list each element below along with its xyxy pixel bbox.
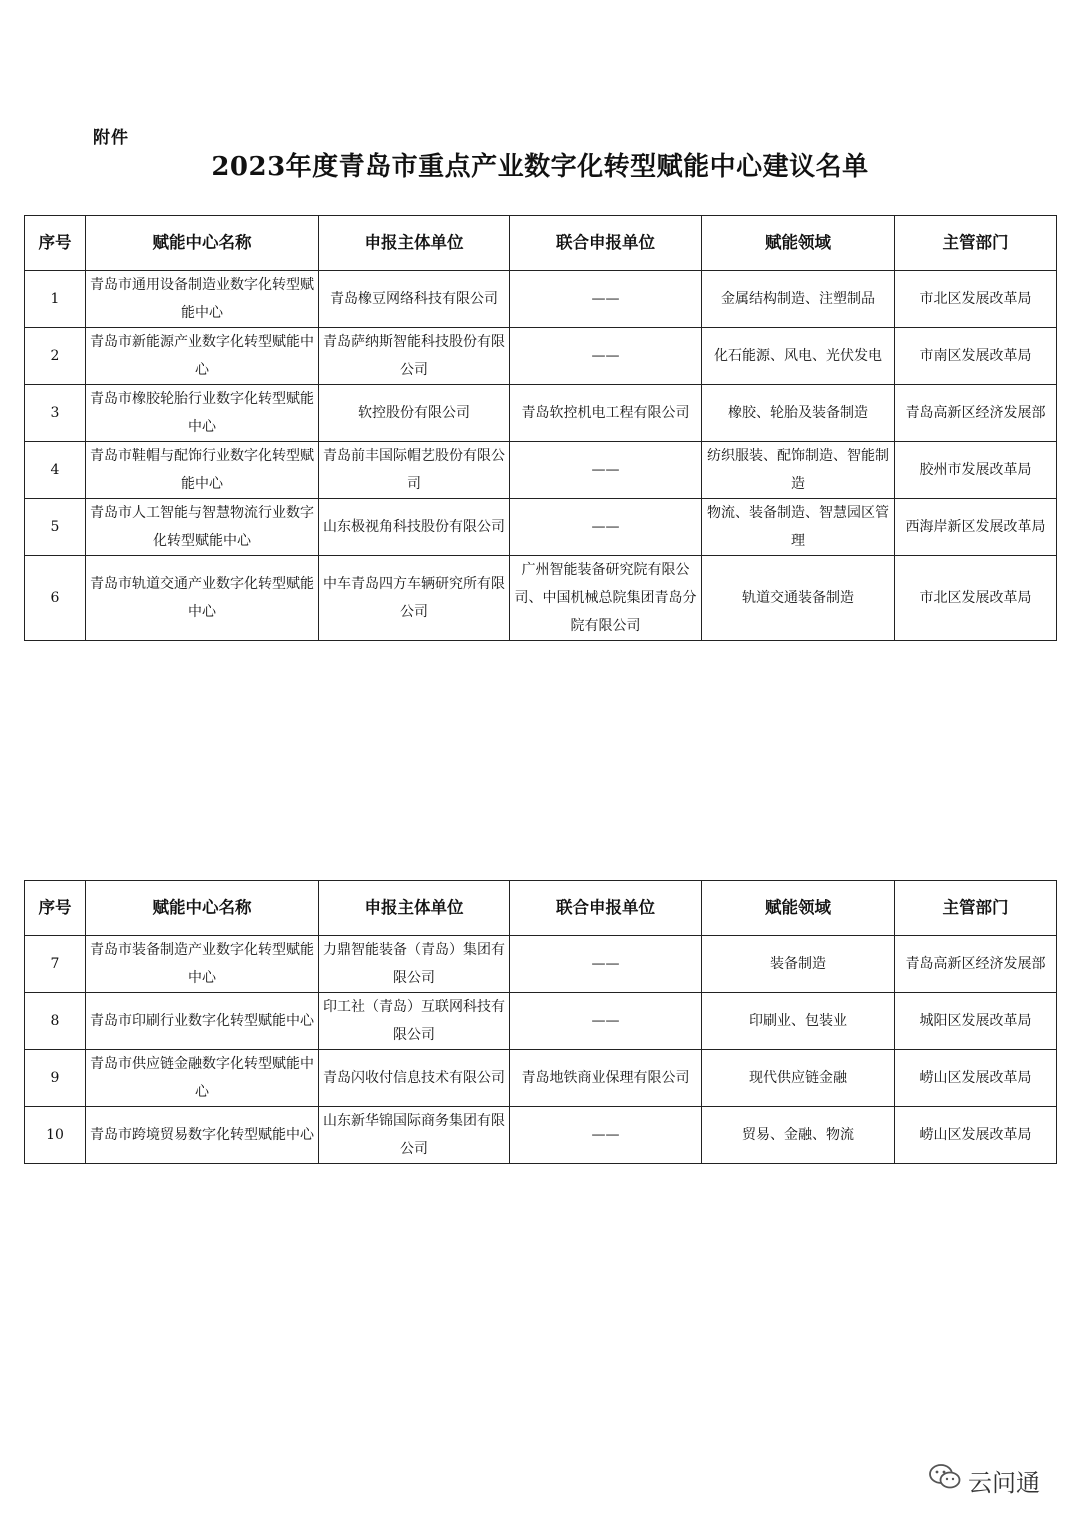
cell-joint-applicant: —— [510, 271, 702, 328]
cell-center-name: 青岛市橡胶轮胎行业数字化转型赋能中心 [86, 385, 319, 442]
cell-applicant: 青岛前丰国际帽艺股份有限公司 [319, 442, 510, 499]
cell-field: 纺织服装、配饰制造、智能制造 [702, 442, 895, 499]
cell-department: 市北区发展改革局 [895, 271, 1057, 328]
cell-department: 崂山区发展改革局 [895, 1107, 1057, 1164]
cell-no: 9 [25, 1050, 86, 1107]
cell-applicant: 中车青岛四方车辆研究所有限公司 [319, 556, 510, 641]
cell-field: 印刷业、包装业 [702, 993, 895, 1050]
cell-center-name: 青岛市人工智能与智慧物流行业数字化转型赋能中心 [86, 499, 319, 556]
cell-field: 轨道交通装备制造 [702, 556, 895, 641]
cell-department: 城阳区发展改革局 [895, 993, 1057, 1050]
cell-applicant: 力鼎智能装备（青岛）集团有限公司 [319, 936, 510, 993]
table-row [25, 442, 1057, 499]
cell-department: 青岛高新区经济发展部 [895, 385, 1057, 442]
cell-joint-applicant: —— [510, 499, 702, 556]
cell-center-name: 青岛市供应链金融数字化转型赋能中心 [86, 1050, 319, 1107]
col-header-applicant: 申报主体单位 [319, 881, 510, 936]
cell-no: 7 [25, 936, 86, 993]
col-header-center-name: 赋能中心名称 [86, 881, 319, 936]
list-table-part-1 [24, 215, 1057, 641]
watermark [928, 1462, 1040, 1498]
cell-joint-applicant: —— [510, 936, 702, 993]
cell-center-name: 青岛市印刷行业数字化转型赋能中心 [86, 993, 319, 1050]
table-row [25, 1050, 1057, 1107]
cell-field: 金属结构制造、注塑制品 [702, 271, 895, 328]
cell-applicant: 青岛橡豆网络科技有限公司 [319, 271, 510, 328]
cell-center-name: 青岛市新能源产业数字化转型赋能中心 [86, 328, 319, 385]
table-header-row [25, 881, 1057, 936]
col-header-no: 序号 [25, 216, 86, 271]
table-row [25, 993, 1057, 1050]
col-header-no: 序号 [25, 881, 86, 936]
col-header-joint-applicant: 联合申报单位 [510, 216, 702, 271]
cell-center-name: 青岛市装备制造产业数字化转型赋能中心 [86, 936, 319, 993]
cell-center-name: 青岛市跨境贸易数字化转型赋能中心 [86, 1107, 319, 1164]
table-row [25, 271, 1057, 328]
cell-center-name: 青岛市通用设备制造业数字化转型赋能中心 [86, 271, 319, 328]
cell-applicant: 印工社（青岛）互联网科技有限公司 [319, 993, 510, 1050]
cell-no: 4 [25, 442, 86, 499]
col-header-department: 主管部门 [895, 216, 1057, 271]
table-header-row [25, 216, 1057, 271]
col-header-department: 主管部门 [895, 881, 1057, 936]
cell-joint-applicant: —— [510, 328, 702, 385]
cell-field: 现代供应链金融 [702, 1050, 895, 1107]
cell-joint-applicant: 青岛地铁商业保理有限公司 [510, 1050, 702, 1107]
cell-joint-applicant: 广州智能装备研究院有限公司、中国机械总院集团青岛分院有限公司 [510, 556, 702, 641]
table-row [25, 1107, 1057, 1164]
watermark-text: 云问通 [968, 1468, 1040, 1497]
cell-no: 3 [25, 385, 86, 442]
cell-center-name: 青岛市鞋帽与配饰行业数字化转型赋能中心 [86, 442, 319, 499]
cell-department: 青岛高新区经济发展部 [895, 936, 1057, 993]
wechat-icon [928, 1462, 962, 1498]
table-row [25, 385, 1057, 442]
attachment-label: 附件 [93, 128, 129, 148]
cell-field: 化石能源、风电、光伏发电 [702, 328, 895, 385]
table-row [25, 328, 1057, 385]
cell-field: 物流、装备制造、智慧园区管理 [702, 499, 895, 556]
cell-field: 贸易、金融、物流 [702, 1107, 895, 1164]
cell-department: 西海岸新区发展改革局 [895, 499, 1057, 556]
cell-center-name: 青岛市轨道交通产业数字化转型赋能中心 [86, 556, 319, 641]
cell-no: 10 [25, 1107, 86, 1164]
cell-joint-applicant: —— [510, 1107, 702, 1164]
cell-department: 市南区发展改革局 [895, 328, 1057, 385]
col-header-field: 赋能领域 [702, 881, 895, 936]
cell-applicant: 软控股份有限公司 [319, 385, 510, 442]
cell-applicant: 青岛萨纳斯智能科技股份有限公司 [319, 328, 510, 385]
list-table-part-2 [24, 880, 1057, 1164]
col-header-center-name: 赋能中心名称 [86, 216, 319, 271]
cell-field: 装备制造 [702, 936, 895, 993]
cell-field: 橡胶、轮胎及装备制造 [702, 385, 895, 442]
cell-department: 市北区发展改革局 [895, 556, 1057, 641]
cell-applicant: 山东极视角科技股份有限公司 [319, 499, 510, 556]
cell-no: 5 [25, 499, 86, 556]
document-title: 2023年度青岛市重点产业数字化转型赋能中心建议名单 [211, 152, 869, 182]
cell-joint-applicant: —— [510, 442, 702, 499]
cell-department: 胶州市发展改革局 [895, 442, 1057, 499]
cell-joint-applicant: —— [510, 993, 702, 1050]
col-header-applicant: 申报主体单位 [319, 216, 510, 271]
col-header-field: 赋能领域 [702, 216, 895, 271]
cell-no: 1 [25, 271, 86, 328]
cell-no: 8 [25, 993, 86, 1050]
cell-department: 崂山区发展改革局 [895, 1050, 1057, 1107]
col-header-joint-applicant: 联合申报单位 [510, 881, 702, 936]
table-row [25, 556, 1057, 641]
table-row [25, 499, 1057, 556]
cell-no: 6 [25, 556, 86, 641]
cell-no: 2 [25, 328, 86, 385]
cell-joint-applicant: 青岛软控机电工程有限公司 [510, 385, 702, 442]
table-row [25, 936, 1057, 993]
cell-applicant: 青岛闪收付信息技术有限公司 [319, 1050, 510, 1107]
cell-applicant: 山东新华锦国际商务集团有限公司 [319, 1107, 510, 1164]
